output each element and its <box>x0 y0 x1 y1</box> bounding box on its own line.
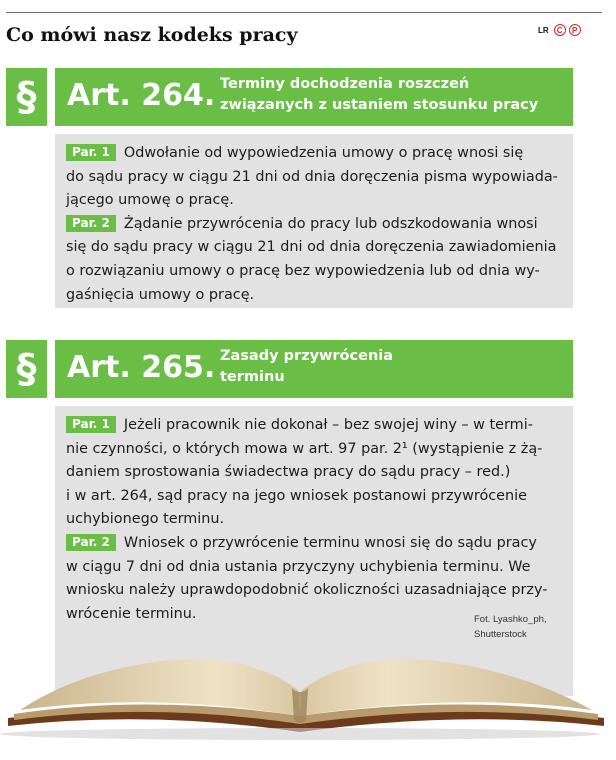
text-line: uchybionego terminu. <box>66 511 225 528</box>
text-line: Par. 2 Wniosek o przywrócenie terminu wnosi się do sądu pracy <box>66 532 562 556</box>
paragraph-section-icon: § <box>6 340 47 398</box>
logo-c-mark: C <box>554 24 566 36</box>
article-header-265 <box>55 340 573 398</box>
page-title: Co mówi nasz kodeks pracy <box>6 24 298 46</box>
article-subtitle-line: Zasady przywrócenia <box>220 348 394 364</box>
article-text <box>66 142 562 307</box>
text-line: nie czynności, o których mowa w art. 97 par. 2¹ (wystąpienie z żą- <box>66 440 543 457</box>
paragraph-tag: Par. 2 <box>66 215 116 232</box>
article-subtitle <box>220 346 393 388</box>
article-subtitle-line: związanych z ustaniem stosunku pracy <box>220 97 539 113</box>
text-line: gaśnięcia umowy o pracę. <box>66 286 255 303</box>
top-rule <box>6 12 602 13</box>
text-line: o rozwiązaniu umowy o pracę bez wypowiedzenia lub od dnia wy- <box>66 262 540 279</box>
article-header-264 <box>55 68 573 126</box>
text-line: Par. 2 Żądanie przywrócenia do pracy lub odszkodowania wnosi <box>66 213 562 237</box>
text-line: w ciągu 7 dni od dnia ustania przyczyny uchybienia terminu. We <box>66 558 531 575</box>
text-line: wrócenie terminu. <box>66 605 197 622</box>
text-line: daniem sprostowania świadectwa pracy do sądu pracy – red.) <box>66 464 511 481</box>
article-number: Art. 265. <box>67 350 216 385</box>
text-line: do sądu pracy w ciągu 21 dni od dnia doręczenia pisma wypowiada- <box>66 168 558 185</box>
open-book-icon <box>0 630 616 760</box>
paragraph-tag: Par. 1 <box>66 144 116 161</box>
paragraph-tag: Par. 2 <box>66 534 116 551</box>
text-line: jącego umowę o pracę. <box>66 192 234 209</box>
photo-credit-line: Shutterstock <box>474 629 527 640</box>
text-line: Par. 1 Odwołanie od wypowiedzenia umowy o pracę wnosi się <box>66 142 562 166</box>
text-line: wniosku należy uprawdopodobnić okoliczności uzasadniające przy- <box>66 582 548 599</box>
logo-lr-text: LR <box>538 25 549 35</box>
book-shadow <box>0 728 600 740</box>
article-subtitle-line: terminu <box>220 369 285 385</box>
paragraph-tag: Par. 1 <box>66 416 116 433</box>
article-subtitle <box>220 74 538 116</box>
article-subtitle-line: Terminy dochodzenia roszczeń <box>220 76 470 92</box>
article-number: Art. 264. <box>67 78 216 113</box>
logo-p-mark: P <box>569 24 581 36</box>
paragraph-section-icon: § <box>6 68 47 126</box>
text-line: i w art. 264, sąd pracy na jego wniosek postanowi przywrócenie <box>66 487 527 504</box>
text-line: Par. 1 Jeżeli pracownik nie dokonał – bez swojej winy – w termi- <box>66 414 562 438</box>
article-body-264 <box>55 134 573 308</box>
photo-credit-line: Fot. Lyashko_ph, <box>474 614 547 625</box>
publisher-logo <box>538 24 581 36</box>
text-line: się do sądu pracy w ciągu 21 dni od dnia doręczenia zawiadomienia <box>66 239 557 256</box>
book-spine-shadow <box>292 688 308 723</box>
article-text <box>66 414 562 626</box>
